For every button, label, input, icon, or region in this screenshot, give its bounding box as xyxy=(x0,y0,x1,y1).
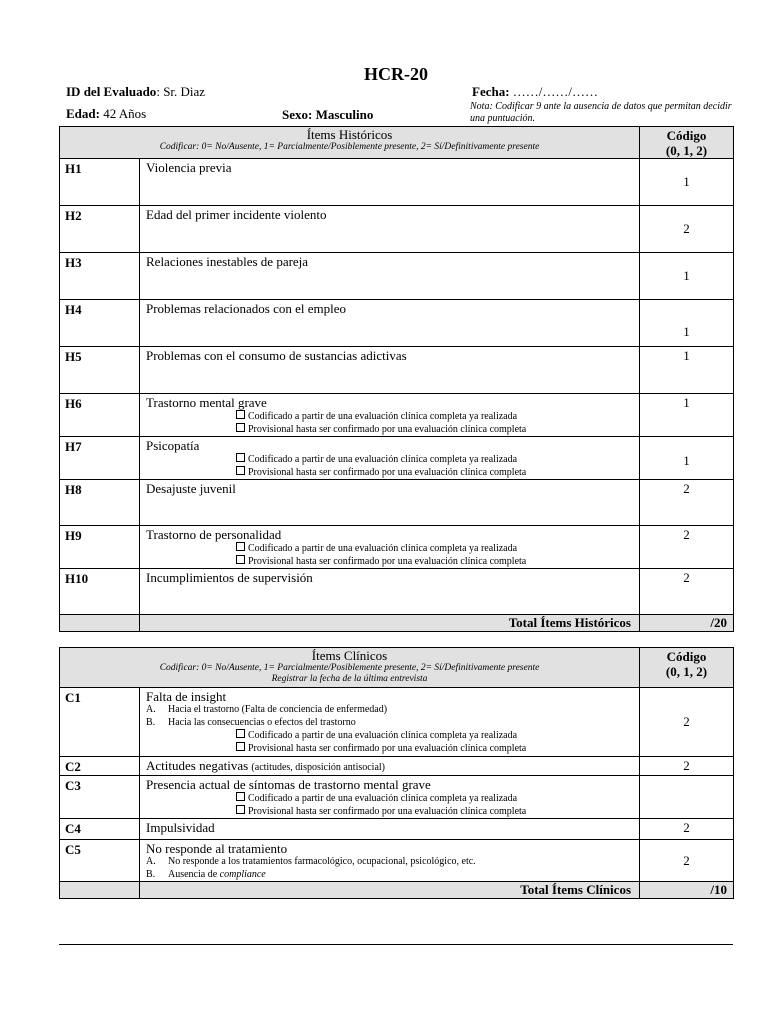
clinical-code-header xyxy=(640,648,734,688)
item-code: H5 xyxy=(60,347,140,394)
item-code: H4 xyxy=(60,300,140,347)
sex-value: Masculino xyxy=(315,107,374,122)
item-detail: (actitudes, disposición antisocial) xyxy=(251,762,386,773)
option-completed[interactable] xyxy=(146,542,639,555)
item-label: Desajuste juvenil xyxy=(140,480,640,526)
clinical-items-table xyxy=(59,647,734,899)
sub-item-letter: B. xyxy=(146,868,156,880)
sub-item-letter: B. xyxy=(146,716,156,728)
evaluee-id: ID del Evaluado: Sr. Diaz xyxy=(66,84,206,99)
checkbox-icon[interactable] xyxy=(236,805,245,814)
table-row xyxy=(60,300,734,347)
date-field xyxy=(472,84,598,100)
code-header-range: (0, 1, 2) xyxy=(665,664,708,679)
option-label: Provisional hasta ser confirmado por una evaluación clínica completa xyxy=(248,743,527,754)
item-code: C3 xyxy=(60,776,140,819)
table-row xyxy=(60,526,734,569)
item-code: H10 xyxy=(60,569,140,615)
sub-item-a xyxy=(146,704,639,717)
clinical-header-row xyxy=(60,648,734,688)
option-completed[interactable] xyxy=(146,453,639,466)
item-label: Presencia actual de síntomas de trastorno mental grave xyxy=(146,777,431,792)
item-code: C2 xyxy=(60,757,140,776)
clinical-total-row xyxy=(60,882,734,899)
item-cell xyxy=(140,437,640,480)
table-row xyxy=(60,819,734,840)
table-row xyxy=(60,394,734,437)
item-code: C5 xyxy=(60,840,140,882)
clinical-total-label: Total Ítems Clínicos xyxy=(140,882,640,899)
historical-total-value[interactable]: /20 xyxy=(640,615,734,632)
item-label: Relaciones inestables de pareja xyxy=(140,253,640,300)
option-provisional[interactable] xyxy=(146,742,639,755)
checkbox-icon[interactable] xyxy=(236,466,245,475)
item-score[interactable]: 2 xyxy=(640,569,734,615)
item-score[interactable]: 1 xyxy=(640,394,734,437)
option-label: Codificado a partir de una evaluación clínica completa ya realizada xyxy=(248,793,518,804)
sub-item-b xyxy=(146,869,639,882)
option-provisional[interactable] xyxy=(146,466,639,479)
checkbox-icon[interactable] xyxy=(236,729,245,738)
item-score[interactable]: 1 xyxy=(640,347,734,394)
footer-divider xyxy=(59,944,733,945)
item-score[interactable]: 2 xyxy=(640,526,734,569)
item-code: H7 xyxy=(60,437,140,480)
clinical-coding-instructions: Codificar: 0= No/Ausente, 1= Parcialmente/Posiblemente presente, 2= Sí/Definitivamente presente xyxy=(159,663,540,673)
item-label: Edad del primer incidente violento xyxy=(140,206,640,253)
age-label: Edad: xyxy=(66,106,100,121)
age-value: 42 Años xyxy=(103,106,147,121)
item-score[interactable]: 1 xyxy=(640,437,734,480)
code-header-label: Código xyxy=(666,128,707,143)
option-label: Provisional hasta ser confirmado por una evaluación clínica completa xyxy=(248,424,527,435)
total-empty-cell xyxy=(60,882,140,899)
table-row xyxy=(60,347,734,394)
item-cell xyxy=(140,394,640,437)
item-cell xyxy=(140,688,640,757)
item-label: Psicopatía xyxy=(146,438,200,453)
item-score[interactable] xyxy=(640,776,734,819)
sub-item-text: Hacia las consecuencias o efectos del trastorno xyxy=(168,716,356,728)
item-cell xyxy=(140,526,640,569)
item-score[interactable]: 2 xyxy=(640,688,734,757)
historical-total-label: Total Ítems Históricos xyxy=(140,615,640,632)
sub-item-text: No responde a los tratamientos farmacológico, ocupacional, psicológico, etc. xyxy=(168,856,476,867)
table-row xyxy=(60,569,734,615)
checkbox-icon[interactable] xyxy=(236,453,245,462)
table-row xyxy=(60,206,734,253)
clinical-total-value[interactable]: /10 xyxy=(640,882,734,899)
item-score[interactable]: 2 xyxy=(640,819,734,840)
option-completed[interactable] xyxy=(146,729,639,742)
item-label: Trastorno de personalidad xyxy=(146,527,282,542)
option-label: Provisional hasta ser confirmado por una evaluación clínica completa xyxy=(248,806,527,817)
option-label: Provisional hasta ser confirmado por una evaluación clínica completa xyxy=(248,467,527,478)
item-score[interactable]: 2 xyxy=(640,757,734,776)
table-row xyxy=(60,480,734,526)
table-row xyxy=(60,253,734,300)
sex-label: Sexo: xyxy=(282,107,313,122)
item-cell xyxy=(140,776,640,819)
item-label: Incumplimientos de supervisión xyxy=(140,569,640,615)
historical-header-cell xyxy=(60,127,640,159)
historical-items-table xyxy=(59,126,734,632)
option-completed[interactable] xyxy=(146,792,639,805)
table-row xyxy=(60,776,734,819)
code-header-label: Código xyxy=(666,649,707,664)
item-score[interactable]: 1 xyxy=(640,159,734,206)
sub-item-text: Hacia el trastorno (Falta de conciencia de enfermedad) xyxy=(168,704,388,715)
item-cell xyxy=(140,840,640,882)
option-provisional[interactable] xyxy=(146,805,639,818)
clinical-interview-note: Registrar la fecha de la última entrevista xyxy=(271,674,428,684)
item-score[interactable]: 1 xyxy=(640,300,734,347)
option-label: Codificado a partir de una evaluación clínica completa ya realizada xyxy=(248,454,518,465)
sub-item-b xyxy=(146,717,639,730)
item-label: Problemas relacionados con el empleo xyxy=(140,300,640,347)
item-code: H3 xyxy=(60,253,140,300)
historical-title: Ítems Históricos xyxy=(306,127,393,142)
checkbox-icon[interactable] xyxy=(236,742,245,751)
sub-item-text: Ausencia de xyxy=(168,868,218,880)
option-provisional[interactable] xyxy=(146,555,639,568)
option-provisional[interactable] xyxy=(146,423,639,436)
sub-item-a xyxy=(146,856,639,869)
sex-field xyxy=(282,107,373,123)
historical-coding-instructions: Codificar: 0= No/Ausente, 1= Parcialmente/Posiblemente presente, 2= Sí/Definitivamente presente xyxy=(159,142,540,152)
item-label: Problemas con el consumo de sustancias adictivas xyxy=(140,347,640,394)
checkbox-icon[interactable] xyxy=(236,555,245,564)
table-row xyxy=(60,840,734,882)
item-cell xyxy=(140,757,640,776)
sub-item-emphasis: compliance xyxy=(219,868,266,880)
clinical-header-cell xyxy=(60,648,640,688)
item-label: Impulsividad xyxy=(140,819,640,840)
clinical-title: Ítems Clínicos xyxy=(311,648,388,663)
item-label: Falta de insight xyxy=(146,689,227,704)
option-label: Provisional hasta ser confirmado por una evaluación clínica completa xyxy=(248,556,527,567)
option-label: Codificado a partir de una evaluación clínica completa ya realizada xyxy=(248,730,518,741)
sub-item-letter: A. xyxy=(146,856,156,867)
total-empty-cell xyxy=(60,615,140,632)
sub-item-letter: A. xyxy=(146,704,156,715)
item-score[interactable]: 2 xyxy=(640,480,734,526)
item-score[interactable]: 2 xyxy=(640,206,734,253)
item-label: Trastorno mental grave xyxy=(146,395,267,410)
checkbox-icon[interactable] xyxy=(236,423,245,432)
date-value: ……/……/…… xyxy=(512,84,599,99)
coding-note: Nota: Codificar 9 ante la ausencia de datos que permitan decidir una puntuación. xyxy=(470,101,732,124)
table-row xyxy=(60,688,734,757)
document-title: HCR-20 xyxy=(364,64,428,84)
item-code: C1 xyxy=(60,688,140,757)
historical-code-header xyxy=(640,127,734,159)
date-label: Fecha: xyxy=(472,84,510,99)
item-code: H2 xyxy=(60,206,140,253)
age-field xyxy=(66,106,146,122)
item-code: H9 xyxy=(60,526,140,569)
item-code: H1 xyxy=(60,159,140,206)
option-label: Codificado a partir de una evaluación clínica completa ya realizada xyxy=(248,411,518,422)
historical-header-row xyxy=(60,127,734,159)
checkbox-icon[interactable] xyxy=(236,542,245,551)
item-score[interactable]: 2 xyxy=(640,840,734,882)
checkbox-icon[interactable] xyxy=(236,792,245,801)
code-header-range: (0, 1, 2) xyxy=(665,143,708,158)
checkbox-icon[interactable] xyxy=(236,410,245,419)
historical-total-row xyxy=(60,615,734,632)
item-label: Violencia previa xyxy=(140,159,640,206)
option-completed[interactable] xyxy=(146,410,639,423)
item-code: H8 xyxy=(60,480,140,526)
table-row xyxy=(60,437,734,480)
evaluee-id-value: Sr. Diaz xyxy=(163,84,206,99)
table-row xyxy=(60,757,734,776)
evaluee-id-label: ID del Evaluado xyxy=(66,84,157,99)
item-label: No responde al tratamiento xyxy=(146,841,288,856)
item-score[interactable]: 1 xyxy=(640,253,734,300)
item-code: C4 xyxy=(60,819,140,840)
item-label: Actitudes negativas xyxy=(146,758,249,773)
option-label: Codificado a partir de una evaluación clínica completa ya realizada xyxy=(248,543,518,554)
table-row xyxy=(60,159,734,206)
item-code: H6 xyxy=(60,394,140,437)
